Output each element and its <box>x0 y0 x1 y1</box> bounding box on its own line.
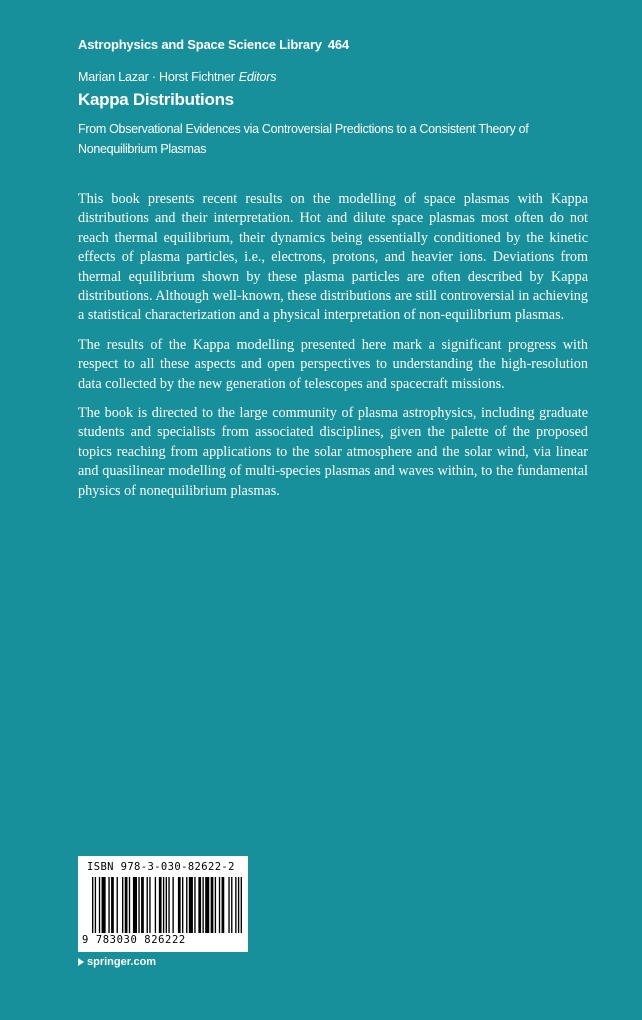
barcode-bar <box>122 877 123 933</box>
barcode-bar <box>125 877 128 933</box>
publisher-url: springer.com <box>87 956 157 968</box>
book-subtitle: From Observational Evidences via Controversial Predictions to a Consistent Theory of Nonequilibrium Plasmas <box>78 122 529 156</box>
barcode-bar <box>172 877 173 933</box>
barcode-bar <box>202 877 203 933</box>
barcode-bar <box>117 877 118 933</box>
barcode-bar <box>168 877 169 933</box>
publisher-link[interactable] <box>78 956 156 968</box>
barcode-bar <box>189 877 193 933</box>
barcode-bar <box>231 877 232 933</box>
ean-digits: 9 783030 826222 <box>82 934 186 946</box>
barcode-bar <box>159 877 162 933</box>
barcode-bar <box>111 877 114 933</box>
barcode-bar <box>178 877 181 933</box>
isbn-label: ISBN 978-3-030-82622-2 <box>87 861 235 873</box>
barcode-bar <box>186 877 187 933</box>
series-line <box>78 37 349 52</box>
barcode-bar <box>241 877 242 933</box>
barcode-bar <box>147 877 148 933</box>
barcode-bar <box>138 877 139 933</box>
barcode-bar <box>205 877 209 933</box>
blurb-text <box>78 190 588 511</box>
blurb-paragraph: The results of the Kappa modelling presented here mark a significant progress with respect to all these aspects and open perspectives to understanding the high-resolution data collected by the new generation of telescopes and spacecraft missions. <box>78 336 588 392</box>
barcode-bar <box>141 877 144 933</box>
barcode-bar <box>163 877 164 933</box>
barcode-bar <box>133 877 137 933</box>
barcode-graphic <box>92 877 242 933</box>
series-number: 464 <box>327 37 349 52</box>
barcode-bar <box>155 877 156 933</box>
barcode-bar <box>194 877 195 933</box>
barcode-bar <box>166 877 167 933</box>
barcode-bar <box>92 877 93 933</box>
barcode-bar <box>215 877 216 933</box>
barcode-bar <box>182 877 183 933</box>
blurb-paragraph: The book is directed to the large community of plasma astrophysics, including graduate students and specialists from associated disciplines, given the palette of the proposed topics reaching from applications to the solar atmosphere and the solar wind, via linear and quasilinear modelling of multi-species plasmas and waves within, to the fundamental physics of nonequilibrium plasmas. <box>78 405 588 499</box>
editors-line <box>78 70 276 84</box>
barcode-bar <box>102 877 106 933</box>
barcode-bar <box>149 877 150 933</box>
triangle-right-icon <box>78 958 84 966</box>
barcode-bar <box>219 877 220 933</box>
barcode-bar <box>198 877 201 933</box>
series-name: Astrophysics and Space Science Library <box>78 37 322 52</box>
barcode-bar <box>95 877 96 933</box>
book-title: Kappa Distributions <box>78 90 234 109</box>
barcode-bar <box>99 877 100 933</box>
blurb-paragraph: This book presents recent results on the modelling of space plasmas with Kappa distributions and their interpretation. Hot and dilute space plasmas most often do not reach thermal equilibrium, their dynamics being essentially conditioned by the kinetic effects of plasma particles, i.e., electrons, protons, and heavier ions. Deviations from thermal equilibrium shown by these plasma particles are often described by Kappa distributions. Although well-known, these distributions are still controversial in achieving a statistical characterization and a physical interpretation of non-equilibrium plasmas. <box>78 191 588 324</box>
editor-names: Marian Lazar · Horst Fichtner <box>78 70 235 84</box>
barcode-bar <box>211 877 214 933</box>
editors-role: Editors <box>238 70 277 84</box>
barcode-bar <box>238 877 239 933</box>
barcode-bar <box>129 877 130 933</box>
isbn-barcode-box <box>78 856 248 952</box>
barcode-bar <box>228 877 229 933</box>
barcode-bar <box>222 877 225 933</box>
barcode-bar <box>108 877 109 933</box>
barcode-bar <box>235 877 236 933</box>
